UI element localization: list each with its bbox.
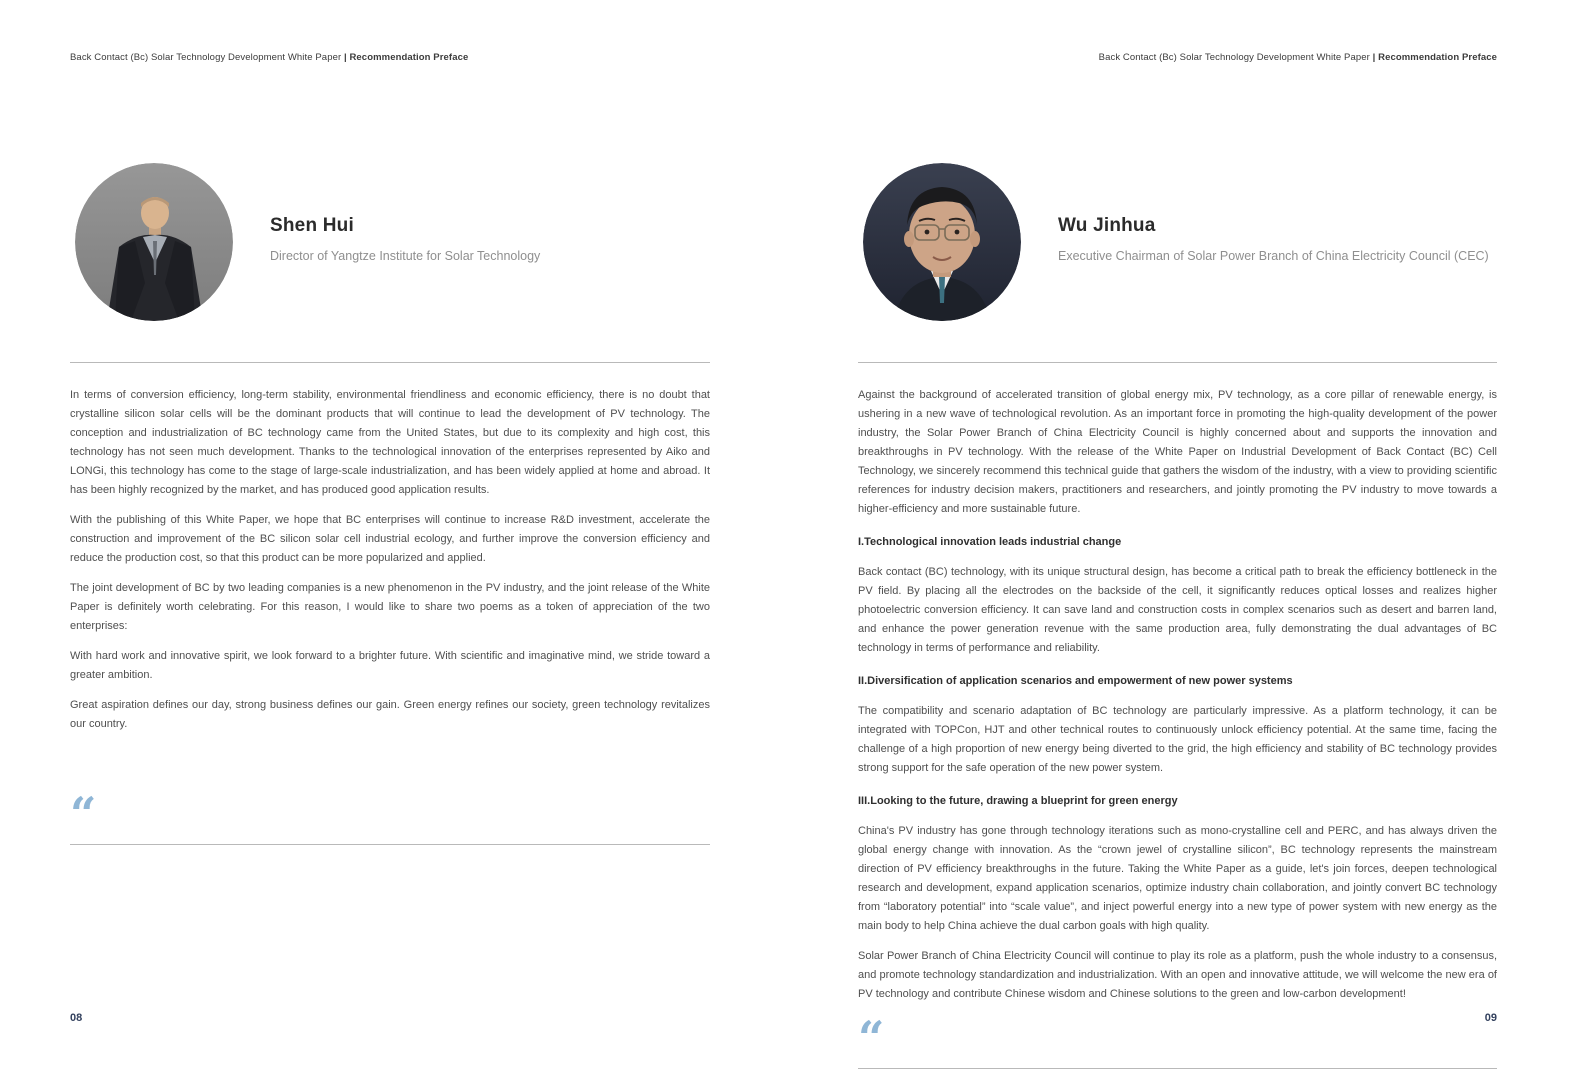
person-role: Executive Chairman of Solar Power Branch of China Electricity Council (CEC) [1058, 249, 1489, 263]
running-header [70, 52, 468, 63]
quote-icon: “ [858, 1011, 885, 1065]
section-heading-2: II.Diversification of application scenarios and empowerment of new power systems [858, 675, 1293, 687]
paragraph: Great aspiration defines our day, strong business defines our gain. Green energy refines our society, green technology revitalizes our country. [70, 699, 710, 730]
divider-rule [858, 1068, 1497, 1069]
paragraph: Solar Power Branch of China Electricity Council will continue to play its role as a platform, push the whole industry to a consensus, and promote technology standardization and industrialization. With an open and innovative attitude, we will welcome the new era of PV technology and contribute Chinese wisdom and Chinese solutions to the green and low-carbon development! [858, 950, 1497, 1000]
running-header-section: | Recommendation Preface [1372, 52, 1497, 63]
section-heading-1: I.Technological innovation leads industrial change [858, 536, 1122, 548]
paragraph: China's PV industry has gone through technology iterations such as mono-crystalline cell and PERC, and has always driven the global energy change with innovation. As the “crown jewel of crystalline silicon”, BC technology represents the mainstream direction of PV efficiency breakthroughs in the future. Taking the White Paper as a guide, let's join forces, deepen technological research and development, expand application scenarios, optimize industry chain collaboration, and jointly convert BC technology from “laboratory potential” into “scale value”, and inject powerful energy into a new type of power system with new energy as the main body to help China achieve the dual carbon goals with high quality. [858, 825, 1497, 932]
running-header-section: | Recommendation Preface [343, 52, 469, 63]
divider-rule [858, 362, 1497, 363]
person-role: Director of Yangtze Institute for Solar Technology [270, 249, 541, 263]
person-name: Wu Jinhua [1058, 215, 1156, 236]
body-text-column [858, 386, 1497, 1069]
profile-row-wu-jinhua [858, 163, 1497, 329]
running-header-title: Back Contact (Bc) Solar Technology Development White Paper [1098, 52, 1373, 63]
portrait-photo-wu-jinhua [863, 163, 1021, 321]
paragraph: The compatibility and scenario adaptation of BC technology are particularly impressive. As a platform technology, it can be integrated with TOPCon, HJT and other technical routes to continuously unlock efficiency potential. At the same time, facing the challenge of a high proportion of new energy being diverted to the grid, the high efficiency and stability of BC technology provides strong support for the safe operation of the new power system. [858, 705, 1497, 774]
paragraph: Back contact (BC) technology, with its unique structural design, has become a critical path to break the efficiency bottleneck in the PV field. By placing all the electrodes on the backside of the cell, it significantly reduces optical losses and realizes higher photoelectric conversion efficiency. It can save land and construction costs in complex scenarios such as desert and barren land, and enhance the power generation revenue with the same production area, fully demonstrating the dual advantages of BC technology in terms of performance and reliability. [858, 566, 1497, 654]
person-name: Shen Hui [270, 215, 354, 236]
page-number: 08 [70, 1012, 83, 1024]
portrait-photo-shen-hui [75, 163, 233, 321]
paragraph: With hard work and innovative spirit, we look forward to a brighter future. With scientific and imaginative mind, we stride toward a greater ambition. [70, 650, 710, 681]
running-header-title: Back Contact (Bc) Solar Technology Development White Paper [70, 52, 344, 63]
divider-rule [70, 362, 710, 363]
paragraph: Against the background of accelerated transition of global energy mix, PV technology, as a core pillar of renewable energy, is ushering in a new wave of technological revolution. As an important force in promoting the high-quality development of the power industry, the Solar Power Branch of China Electricity Council is highly concerned about and supports the innovation and breakthroughs in PV technology. With the release of the White Paper on Industrial Development of Back Contact (BC) Cell Technology, we sincerely recommend this technical guide that gathers the wisdom of the industry, with a view to providing scientific references for industry decision makers, practitioners and researchers, and jointly promoting the PV industry to move towards a higher-efficiency and more sustainable future. [858, 389, 1497, 515]
section-heading-3: III.Looking to the future, drawing a blueprint for green energy [858, 795, 1178, 807]
profile-text [270, 215, 540, 263]
divider-rule [70, 844, 710, 845]
paragraph: With the publishing of this White Paper, we hope that BC enterprises will continue to increase R&D investment, accelerate the construction and improvement of the BC silicon solar cell industrial ecology, and further improve the conversion efficiency and reduce the production cost, so that this product can be more popularized and applied. [70, 514, 710, 564]
body-text-column [70, 386, 710, 845]
paragraph: In terms of conversion efficiency, long-term stability, environmental friendliness and economic efficiency, there is no doubt that crystalline silicon solar cells will be the dominant products that will continue to lead the development of PV technology. The conception and industrialization of BC technology came from the United States, but due to its complexity and high cost, this technology has not seen much development. Thanks to the technological innovation of the enterprises represented by Aiko and LONGi, this technology has come to the stage of large-scale industrialization, and has been widely applied at home and abroad. It has been highly recognized by the market, and has produced good application results. [70, 389, 710, 496]
profile-row-shen-hui [70, 163, 710, 329]
page-right [795, 0, 1590, 1080]
profile-text [1058, 215, 1489, 263]
paragraph: The joint development of BC by two leading companies is a new phenomenon in the PV industry, and the joint release of the White Paper is definitely worth celebrating. For this reason, I would like to share two poems as a token of appreciation of the two enterprises: [70, 582, 710, 632]
quote-icon: “ [70, 787, 97, 841]
running-header [1099, 52, 1497, 63]
page-number: 09 [1484, 1012, 1497, 1024]
